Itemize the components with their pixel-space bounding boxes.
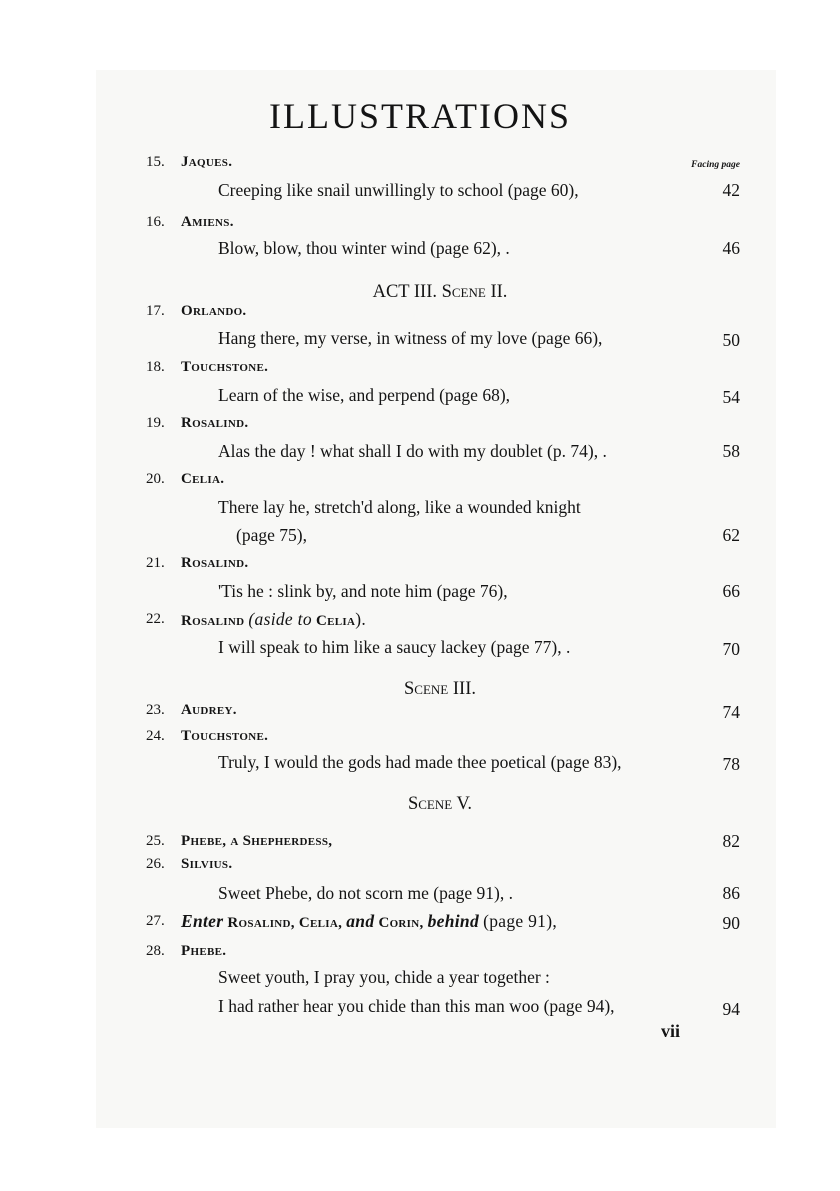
entry-description: Hang there, my verse, in witness of my love (page 66), [218,328,603,348]
entry-number: 21. [146,555,165,571]
entry-page: 90 [722,913,740,933]
entry-description: I will speak to him like a saucy lackey (page 77), . [218,637,571,657]
entry-page: 78 [722,754,740,774]
entry-number: 27. [146,913,165,929]
page-folio: vii [660,1021,680,1041]
page-title: ILLUSTRATIONS [269,96,571,136]
entry-page: 62 [722,525,740,545]
entry-number: 20. [146,471,165,487]
entry-number: 15. [146,154,165,170]
stage-and: and [346,911,375,931]
entry-description: Truly, I would the gods had made thee poetical (page 83), [218,752,622,772]
facing-page-label: Facing page [691,160,740,170]
entry-number: 17. [146,303,165,319]
entry-number: 26. [146,856,165,872]
aside-close: ). [355,609,366,629]
entry-page: 50 [722,330,740,350]
entry-name: Phebe, a Shepherdess, [181,833,333,849]
entry-page: 42 [722,180,740,200]
entry-page: 74 [722,702,740,722]
entry-description-continued: I had rather hear you chide than this man woo (page 94), [218,996,615,1016]
entry-name: Rosalind [181,613,245,629]
entry-description: There lay he, stretch'd along, like a wounded knight [218,497,581,517]
entry-page: 70 [722,639,740,659]
entry-page: 58 [722,441,740,461]
entry-number: 18. [146,359,165,375]
entry-page-ref: (page 91), [483,911,558,931]
entry-name: Silvius. [181,856,233,872]
entry-description: Sweet youth, I pray you, chide a year together : [218,967,550,987]
entry-description: Blow, blow, thou winter wind (page 62), . [218,238,510,258]
entry-name: Audrey. [181,702,237,718]
entry-number: 16. [146,214,165,230]
entry-name: Celia. [181,471,225,487]
entry-description: Alas the day ! what shall I do with my doublet (p. 74), . [218,441,607,461]
stage-behind: behind [427,911,480,931]
entry-number: 25. [146,833,165,849]
entry-number: 22. [146,611,165,627]
entry-name-line [181,608,366,632]
entry-description: Creeping like snail unwillingly to school (page 60), [218,180,579,200]
entry-page: 54 [722,387,740,407]
entry-name: Touchstone. [181,728,269,744]
entry-page: 66 [722,581,740,601]
entry-name: Corin, [378,915,424,931]
section-heading: ACT III. Scene II. [372,282,508,302]
entry-name: Celia, [298,915,343,931]
section-heading: Scene V. [407,794,473,814]
entry-name: Rosalind. [181,555,249,571]
entry-name: Touchstone. [181,359,269,375]
entry-name: Phebe. [181,943,227,959]
entry-description: 'Tis he : slink by, and note him (page 76), [218,581,508,601]
entry-name: Rosalind, [227,915,295,931]
section-heading: Scene III. [404,679,476,699]
entry-number: 28. [146,943,165,959]
aside-label: (aside to [248,609,312,629]
entry-number: 23. [146,702,165,718]
entry-enter-line [181,910,557,934]
entry-page: 86 [722,883,740,903]
aside-name: Celia [315,613,356,629]
entry-description: Learn of the wise, and perpend (page 68), [218,385,511,405]
entry-description: Sweet Phebe, do not scorn me (page 91), . [218,883,513,903]
entry-page: 94 [722,999,740,1019]
stage-enter: Enter [181,911,224,931]
entry-name: Jaques. [181,154,233,170]
entry-page: 82 [722,831,740,851]
entry-name: Amiens. [181,214,234,230]
entry-name: Rosalind. [181,415,249,431]
entry-number: 19. [146,415,165,431]
entry-name: Orlando. [181,303,247,319]
entry-description-continued: (page 75), [236,525,307,545]
entry-page: 46 [722,238,740,258]
entry-number: 24. [146,728,165,744]
